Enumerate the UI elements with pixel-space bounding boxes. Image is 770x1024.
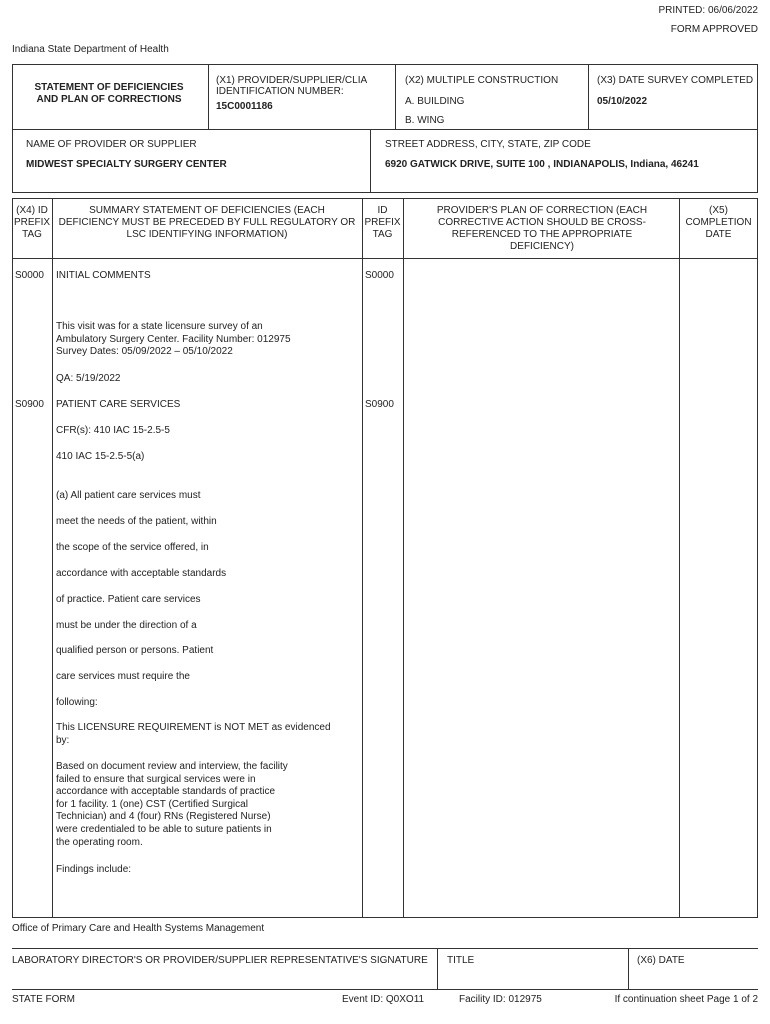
s0900-title: PATIENT CARE SERVICES bbox=[56, 399, 181, 410]
col-id-tag: ID PREFIX TAG bbox=[364, 205, 401, 240]
rule-line: following: bbox=[56, 697, 98, 708]
rule-line: the scope of the service offered, in bbox=[56, 542, 209, 553]
s0000-tag: S0000 bbox=[15, 270, 44, 281]
findings-include: Findings include: bbox=[56, 864, 132, 875]
x6-date-label: (X6) DATE bbox=[637, 955, 685, 966]
provider-label: NAME OF PROVIDER OR SUPPLIER bbox=[26, 139, 197, 150]
provider-name: MIDWEST SPECIALTY SURGERY CENTER bbox=[26, 159, 227, 170]
form-approved: FORM APPROVED bbox=[670, 24, 758, 35]
address-value: 6920 GATWICK DRIVE, SUITE 100 , INDIANAPOLIS, Indiana, 46241 bbox=[385, 159, 699, 170]
agency-name: Indiana State Department of Health bbox=[12, 44, 169, 55]
title-label: TITLE bbox=[447, 955, 475, 966]
event-id: Event ID: Q0XO11 bbox=[342, 994, 425, 1005]
office-name: Office of Primary Care and Health Systems Management bbox=[12, 923, 265, 934]
s0900-tag: S0900 bbox=[15, 399, 44, 410]
x3-value: 05/10/2022 bbox=[597, 96, 648, 107]
statement-title: STATEMENT OF DEFICIENCIES AND PLAN OF CORRECTIONS bbox=[34, 82, 184, 105]
signature-label: LABORATORY DIRECTOR'S OR PROVIDER/SUPPLIER REPRESENTATIVE'S SIGNATURE bbox=[12, 955, 428, 966]
col-summary: SUMMARY STATEMENT OF DEFICIENCIES (EACH DEFICIENCY MUST BE PRECEDED BY FULL REGULATORY OR LSC IDENTIFYING INFORMATION) bbox=[58, 205, 356, 240]
iac-reference: 410 IAC 15-2.5-5(a) bbox=[56, 451, 145, 462]
facility-id: Facility ID: 012975 bbox=[459, 994, 542, 1005]
state-form: STATE FORM bbox=[12, 994, 75, 1005]
s0000-body: This visit was for a state licensure survey of an Ambulatory Surgery Center. Facility Number: 012975 Survey Dates: 05/09/2022 – 05/10/2022 bbox=[56, 321, 291, 358]
x2-building: A. BUILDING bbox=[405, 96, 465, 107]
x2-wing: B. WING bbox=[405, 115, 445, 126]
rule-line: qualified person or persons. Patient bbox=[56, 645, 214, 656]
x1-value: 15C0001186 bbox=[216, 101, 273, 112]
finding-body: Based on document review and interview, the facility failed to ensure that surgical services were in accordance with acceptable standards of practice for 1 facility. 1 (one) CST (Certified Surgical Technician) and 4 (four) RNs (Registered Nurse) were credentialed to be able to suture patients in the operating room. bbox=[56, 761, 288, 848]
s0000-title: INITIAL COMMENTS bbox=[56, 270, 151, 281]
printed-date: PRINTED: 06/06/2022 bbox=[658, 5, 758, 16]
s0000-qa: QA: 5/19/2022 bbox=[56, 373, 121, 384]
continuation-page: If continuation sheet Page 1 of 2 bbox=[614, 994, 758, 1005]
s0900-id: S0900 bbox=[365, 399, 394, 410]
col-x5: (X5) COMPLETION DATE bbox=[685, 205, 752, 240]
x1-label: (X1) PROVIDER/SUPPLIER/CLIA IDENTIFICATION NUMBER: bbox=[216, 75, 367, 97]
col-x4-tag: (X4) ID PREFIX TAG bbox=[13, 205, 51, 240]
rule-line: must be under the direction of a bbox=[56, 620, 197, 631]
x3-label: (X3) DATE SURVEY COMPLETED bbox=[597, 75, 754, 86]
rule-line: (a) All patient care services must bbox=[56, 490, 201, 501]
rule-line: care services must require the bbox=[56, 671, 190, 682]
rule-line: of practice. Patient care services bbox=[56, 594, 201, 605]
not-met-statement: This LICENSURE REQUIREMENT is NOT MET as evidenced by: bbox=[56, 722, 331, 746]
rule-line: meet the needs of the patient, within bbox=[56, 516, 217, 527]
rule-line: accordance with acceptable standards bbox=[56, 568, 227, 579]
x2-label: (X2) MULTIPLE CONSTRUCTION bbox=[405, 75, 559, 86]
s0000-id: S0000 bbox=[365, 270, 394, 281]
col-plan: PROVIDER'S PLAN OF CORRECTION (EACH CORRECTIVE ACTION SHOULD BE CROSS-REFERENCED TO THE APPROPRIATE DEFICIENCY) bbox=[436, 205, 648, 252]
cfr-reference: CFR(s): 410 IAC 15-2.5-5 bbox=[56, 425, 170, 436]
address-label: STREET ADDRESS, CITY, STATE, ZIP CODE bbox=[385, 139, 591, 150]
